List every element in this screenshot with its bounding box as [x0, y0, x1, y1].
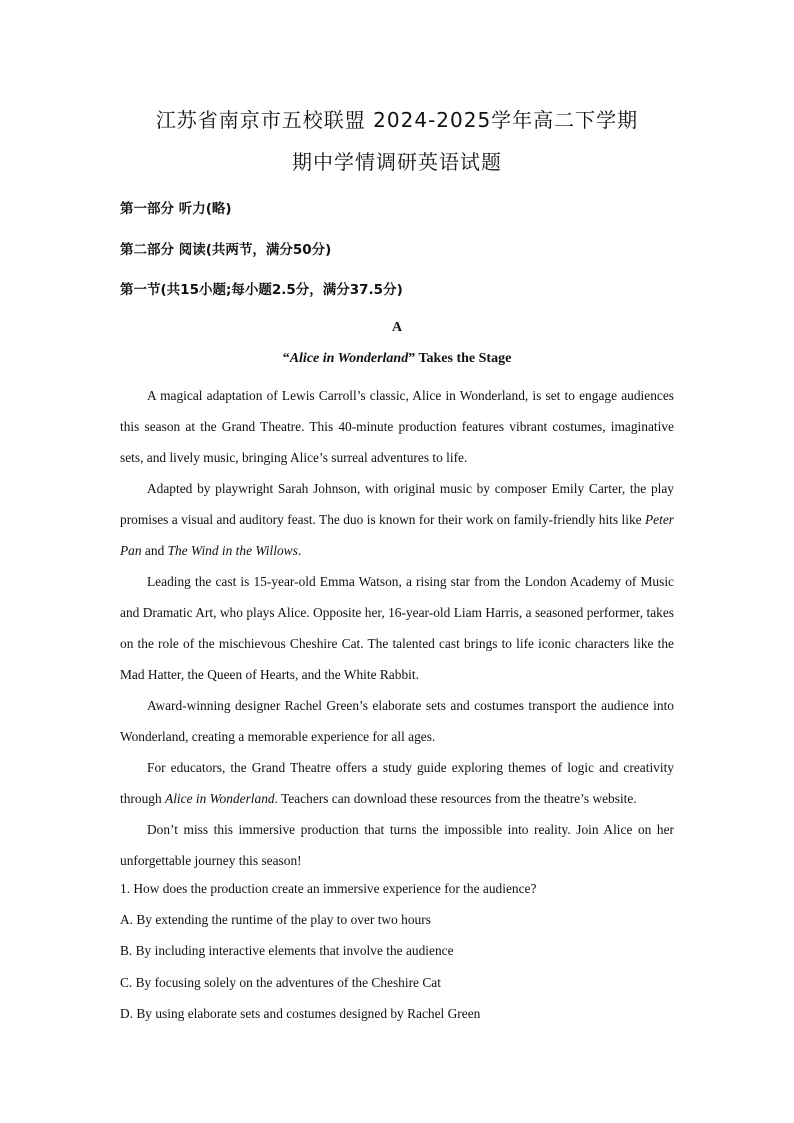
passage-body: [120, 380, 674, 876]
p2-text-b: and: [141, 543, 168, 558]
p5-italic-title: Alice in Wonderland: [165, 791, 275, 806]
question-1-stem: 1. How does the production create an immersive experience for the audience?: [120, 881, 537, 896]
passage-paragraph-6: Don’t miss this immersive production that turns the impossible into reality. Join Alice on her unforgettable journey this season!: [120, 822, 674, 868]
passage-title-italic: Alice in Wonderland: [289, 351, 409, 366]
part1-heading: 第一部分 听力(略): [120, 201, 232, 217]
passage-paragraph-1: A magical adaptation of Lewis Carroll’s classic, Alice in Wonderland, is set to engage audiences this season at the Grand Theatre. This 40-minute production features vibrant costumes, imaginative sets, and lively music, bringing Alice’s surreal adventures to life.: [120, 388, 674, 465]
p2-italic-wind-willows: The Wind in the Willows: [167, 543, 298, 558]
p2-text-a: Adapted by playwright Sarah Johnson, with original music by composer Emily Carter, the play promises a visual and auditory feast. The duo is known for their work on family-friendly hits like: [120, 481, 674, 527]
p5-text-b: . Teachers can download these resources from the theatre’s website.: [274, 791, 637, 806]
passage-paragraph-5: [120, 752, 674, 814]
passage-paragraph-4: Award-winning designer Rachel Green’s elaborate sets and costumes transport the audience into Wonderland, creating a memorable experience for all ages.: [120, 698, 674, 744]
passage-title-open-quote: “: [282, 351, 290, 366]
question-1-option-b: B. By including interactive elements that involve the audience: [120, 943, 454, 958]
question-1-option-a: A. By extending the runtime of the play to over two hours: [120, 912, 431, 927]
exam-title-line1: 江苏省南京市五校联盟 2024-2025学年高二下学期: [155, 108, 639, 132]
question-1-option-c: C. By focusing solely on the adventures of the Cheshire Cat: [120, 975, 441, 990]
p2-text-c: .: [297, 543, 302, 558]
passage-paragraph-3: Leading the cast is 15-year-old Emma Watson, a rising star from the London Academy of Music and Dramatic Art, who plays Alice. Opposite her, 16-year-old Liam Harris, a seasoned performer, takes on the role of the mischievous Cheshire Cat. The talented cast brings to life iconic characters like the Mad Hatter, the Queen of Hearts, and the White Rabbit.: [120, 574, 674, 682]
passage-title-rest: ” Takes the Stage: [408, 351, 512, 366]
passage-paragraph-2: [120, 473, 674, 566]
passage-label: A: [391, 320, 403, 335]
p2-italic-peter-pan: Peter Pan: [120, 512, 674, 558]
p5-text-a: For educators, the Grand Theatre offers a study guide exploring themes of logic and creativity through: [120, 760, 674, 806]
exam-title-line2: 期中学情调研英语试题: [292, 150, 502, 174]
part2-heading: 第二部分 阅读(共两节，满分50分): [120, 242, 332, 258]
question-1-option-d: D. By using elaborate sets and costumes designed by Rachel Green: [120, 1006, 481, 1021]
passage-title: [0, 351, 794, 367]
section1-heading: 第一节(共15小题;每小题2.5分，满分37.5分): [120, 282, 403, 298]
